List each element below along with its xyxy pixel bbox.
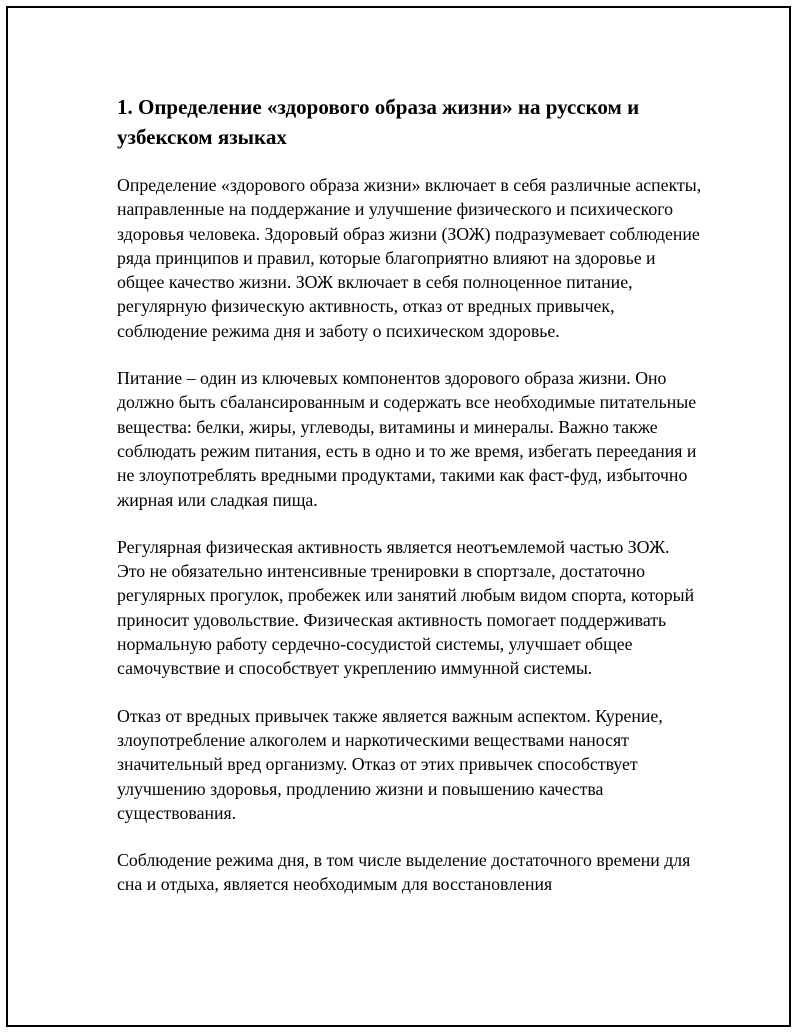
paragraph-bad-habits: Отказ от вредных привычек также является важным аспектом. Курение, злоупотребление алкоголем и наркотическими веществами наносят значительный вред организму. Отказ от этих привычек способствует улучшению здоровья, продлению жизни и повышению качества существования. <box>117 705 663 823</box>
paragraph-nutrition: Питание – один из ключевых компонентов здорового образа жизни. Оно должно быть сбалансированным и содержать все необходимые питательные вещества: белки, жиры, углеводы, витамины и минералы. Важно также соблюдать режим питания, есть в одно и то же время, избегать переедания и не злоупотреблять вредными продуктами, такими как фаст-фуд, избыточно жирная или сладкая пища. <box>117 368 697 510</box>
paragraph-daily-routine: Соблюдение режима дня, в том числе выделение достаточного времени для сна и отдыха, является необходимым для восстановления <box>117 850 691 895</box>
paragraph-physical-activity: Регулярная физическая активность является неотъемлемой частью ЗОЖ. Это не обязательно интенсивные тренировки в спортзале, достаточно регулярных прогулок, пробежек или занятий любым видом спорта, который приносит удовольствие. Физическая активность помогает поддерживать нормальную работу сердечно-сосудистой системы, улучшает общее самочувствие и способствует укреплению иммунной системы. <box>117 536 695 679</box>
paragraph-definition: Определение «здорового образа жизни» включает в себя различные аспекты, направленные на поддержание и улучшение физического и психического здоровья человека. Здоровый образ жизни (ЗОЖ) подразумевает соблюдение ряда принципов и правил, которые благоприятно влияют на здоровье и общее качество жизни. ЗОЖ включает в себя полноценное питание, регулярную физическую активность, отказ от вредных привычек, соблюдение режима дня и заботу о психическом здоровье. <box>117 175 702 341</box>
document-body <box>117 92 702 920</box>
section-heading: 1. Определение «здорового образа жизни» на русском и узбекском языках <box>117 95 640 149</box>
